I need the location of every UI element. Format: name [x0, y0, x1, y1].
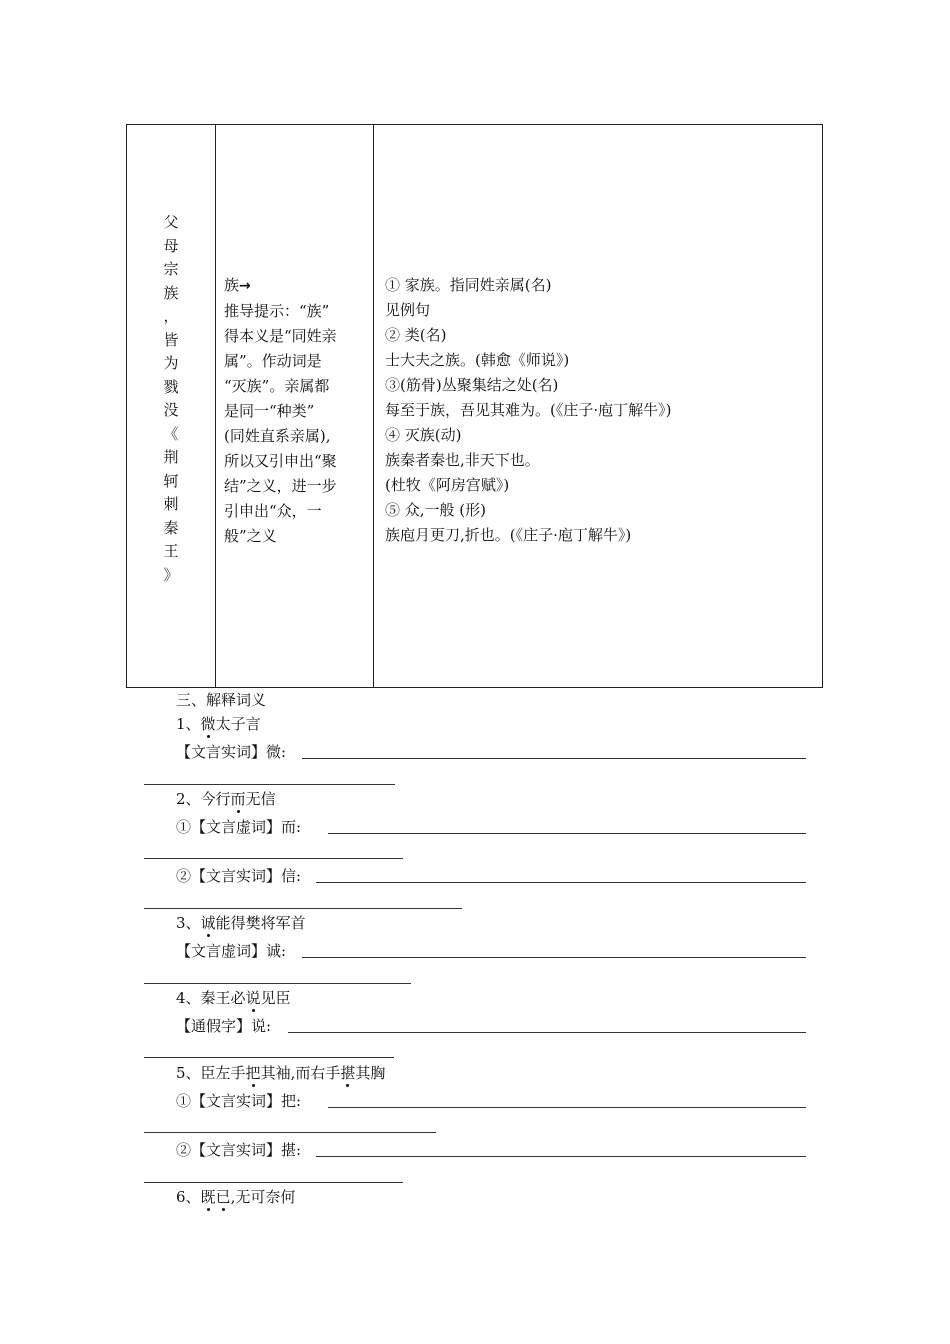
derivation-line: 推导提示：“族” [224, 302, 330, 320]
derivation-line: 得本义是“同姓亲 [224, 327, 337, 345]
meaning-line: ④ 灭族(动) [385, 426, 462, 444]
source-char: 》 [163, 565, 179, 584]
meaning-line: ⑤ 众,一般 (形) [385, 501, 487, 519]
source-char: 荆 [163, 448, 179, 466]
answer-line[interactable] [328, 833, 806, 834]
source-char: 刺 [163, 495, 179, 513]
question-5: 5、臣左手把其袖,而右手揕其胸 [176, 1064, 386, 1082]
answer-line[interactable] [144, 1057, 394, 1058]
answer-label: ②【文言实词】揕: [176, 1141, 302, 1159]
meaning-line: 族秦者秦也,非天下也。 [385, 451, 540, 469]
derivation-line: 属”。作动词是 [224, 352, 322, 370]
answer-line[interactable] [144, 1132, 436, 1133]
answer-line[interactable] [316, 1156, 806, 1157]
question-2: 2、今行而无信 [176, 790, 276, 808]
arrow-right-icon: → [239, 278, 251, 294]
source-char: 戮 [163, 377, 179, 396]
meaning-line: 士大夫之族。(韩愈《师说》) [385, 351, 570, 369]
word-table [126, 124, 823, 688]
answer-line[interactable] [144, 1182, 403, 1183]
answer-line[interactable] [144, 908, 462, 909]
answer-label: 【文言虚词】诚: [176, 942, 287, 960]
answer-line[interactable] [144, 784, 395, 785]
emphasis-char: 诚 [200, 914, 216, 932]
emphasis-char: 把 [245, 1064, 261, 1082]
derivation-title: 族→ [224, 276, 251, 294]
source-char: 没 [163, 401, 179, 419]
meaning-line: 见例句 [385, 301, 431, 319]
meaning-line: 每至于族，吾见其难为。(《庄子·庖丁解牛》) [385, 401, 672, 419]
derivation-line: “灭族”。亲属都 [224, 377, 330, 395]
derivation-line: 是同一“种类” [224, 402, 315, 420]
emphasis-char: 微 [200, 715, 216, 733]
derivation-line: 所以又引申出“聚 [224, 452, 337, 470]
emphasis-char: 而 [230, 790, 246, 808]
derivation-cell [224, 273, 366, 549]
answer-line[interactable] [328, 1107, 806, 1108]
derivation-line: 结”之义，进一步 [224, 477, 337, 495]
answer-line[interactable] [316, 882, 806, 883]
emphasis-char: 揕 [340, 1064, 356, 1082]
emphasis-char: 已 [215, 1188, 231, 1206]
question-1: 1、微太子言 [176, 715, 261, 733]
source-char: 《 [163, 424, 179, 443]
question-3: 3、诚能得樊将军首 [176, 914, 306, 932]
source-char: 为 [163, 354, 179, 372]
answer-line[interactable] [144, 983, 411, 984]
answer-label: ①【文言虚词】而: [176, 818, 302, 836]
source-char: 母 [163, 236, 179, 255]
answer-line[interactable] [288, 1032, 806, 1033]
answer-label: ②【文言实词】信: [176, 867, 302, 885]
derivation-line: 般”之义 [224, 527, 277, 545]
source-char: 王 [163, 542, 179, 560]
answer-line[interactable] [302, 758, 806, 759]
answer-label: 【文言实词】微: [176, 743, 287, 761]
source-sentence [127, 211, 215, 587]
source-char: 宗 [163, 260, 179, 278]
question-6: 6、既已,无可奈何 [176, 1188, 296, 1206]
derivation-line: (同姓直系亲属), [224, 427, 331, 445]
meaning-line: ② 类(名) [385, 326, 447, 344]
source-char: 族 [163, 283, 179, 302]
answer-label: ①【文言实词】把: [176, 1092, 302, 1110]
question-4: 4、秦王必说见臣 [176, 989, 291, 1007]
source-char: 秦 [163, 518, 179, 537]
answer-line[interactable] [144, 858, 403, 859]
meaning-line: 族庖月更刀,折也。(《庄子·庖丁解牛》) [385, 526, 632, 544]
source-char: 轲 [163, 471, 179, 490]
source-char: ， [163, 307, 179, 325]
emphasis-char: 既 [200, 1188, 216, 1206]
column-divider [215, 125, 216, 687]
meanings-cell [385, 273, 815, 548]
source-char: 皆 [163, 330, 179, 349]
source-char: 父 [163, 213, 179, 231]
answer-line[interactable] [302, 957, 806, 958]
answer-label: 【通假字】说: [176, 1017, 272, 1035]
emphasis-char: 说 [245, 989, 261, 1007]
derivation-line: 引申出“众，一 [224, 502, 322, 520]
section-heading: 三、解释词义 [176, 691, 267, 709]
meaning-line: ③(筋骨)丛聚集结之处(名) [385, 376, 559, 394]
meaning-line: (杜牧《阿房宫赋》) [385, 476, 510, 494]
column-divider [373, 125, 374, 687]
meaning-line: ① 家族。指同姓亲属(名) [385, 276, 552, 294]
